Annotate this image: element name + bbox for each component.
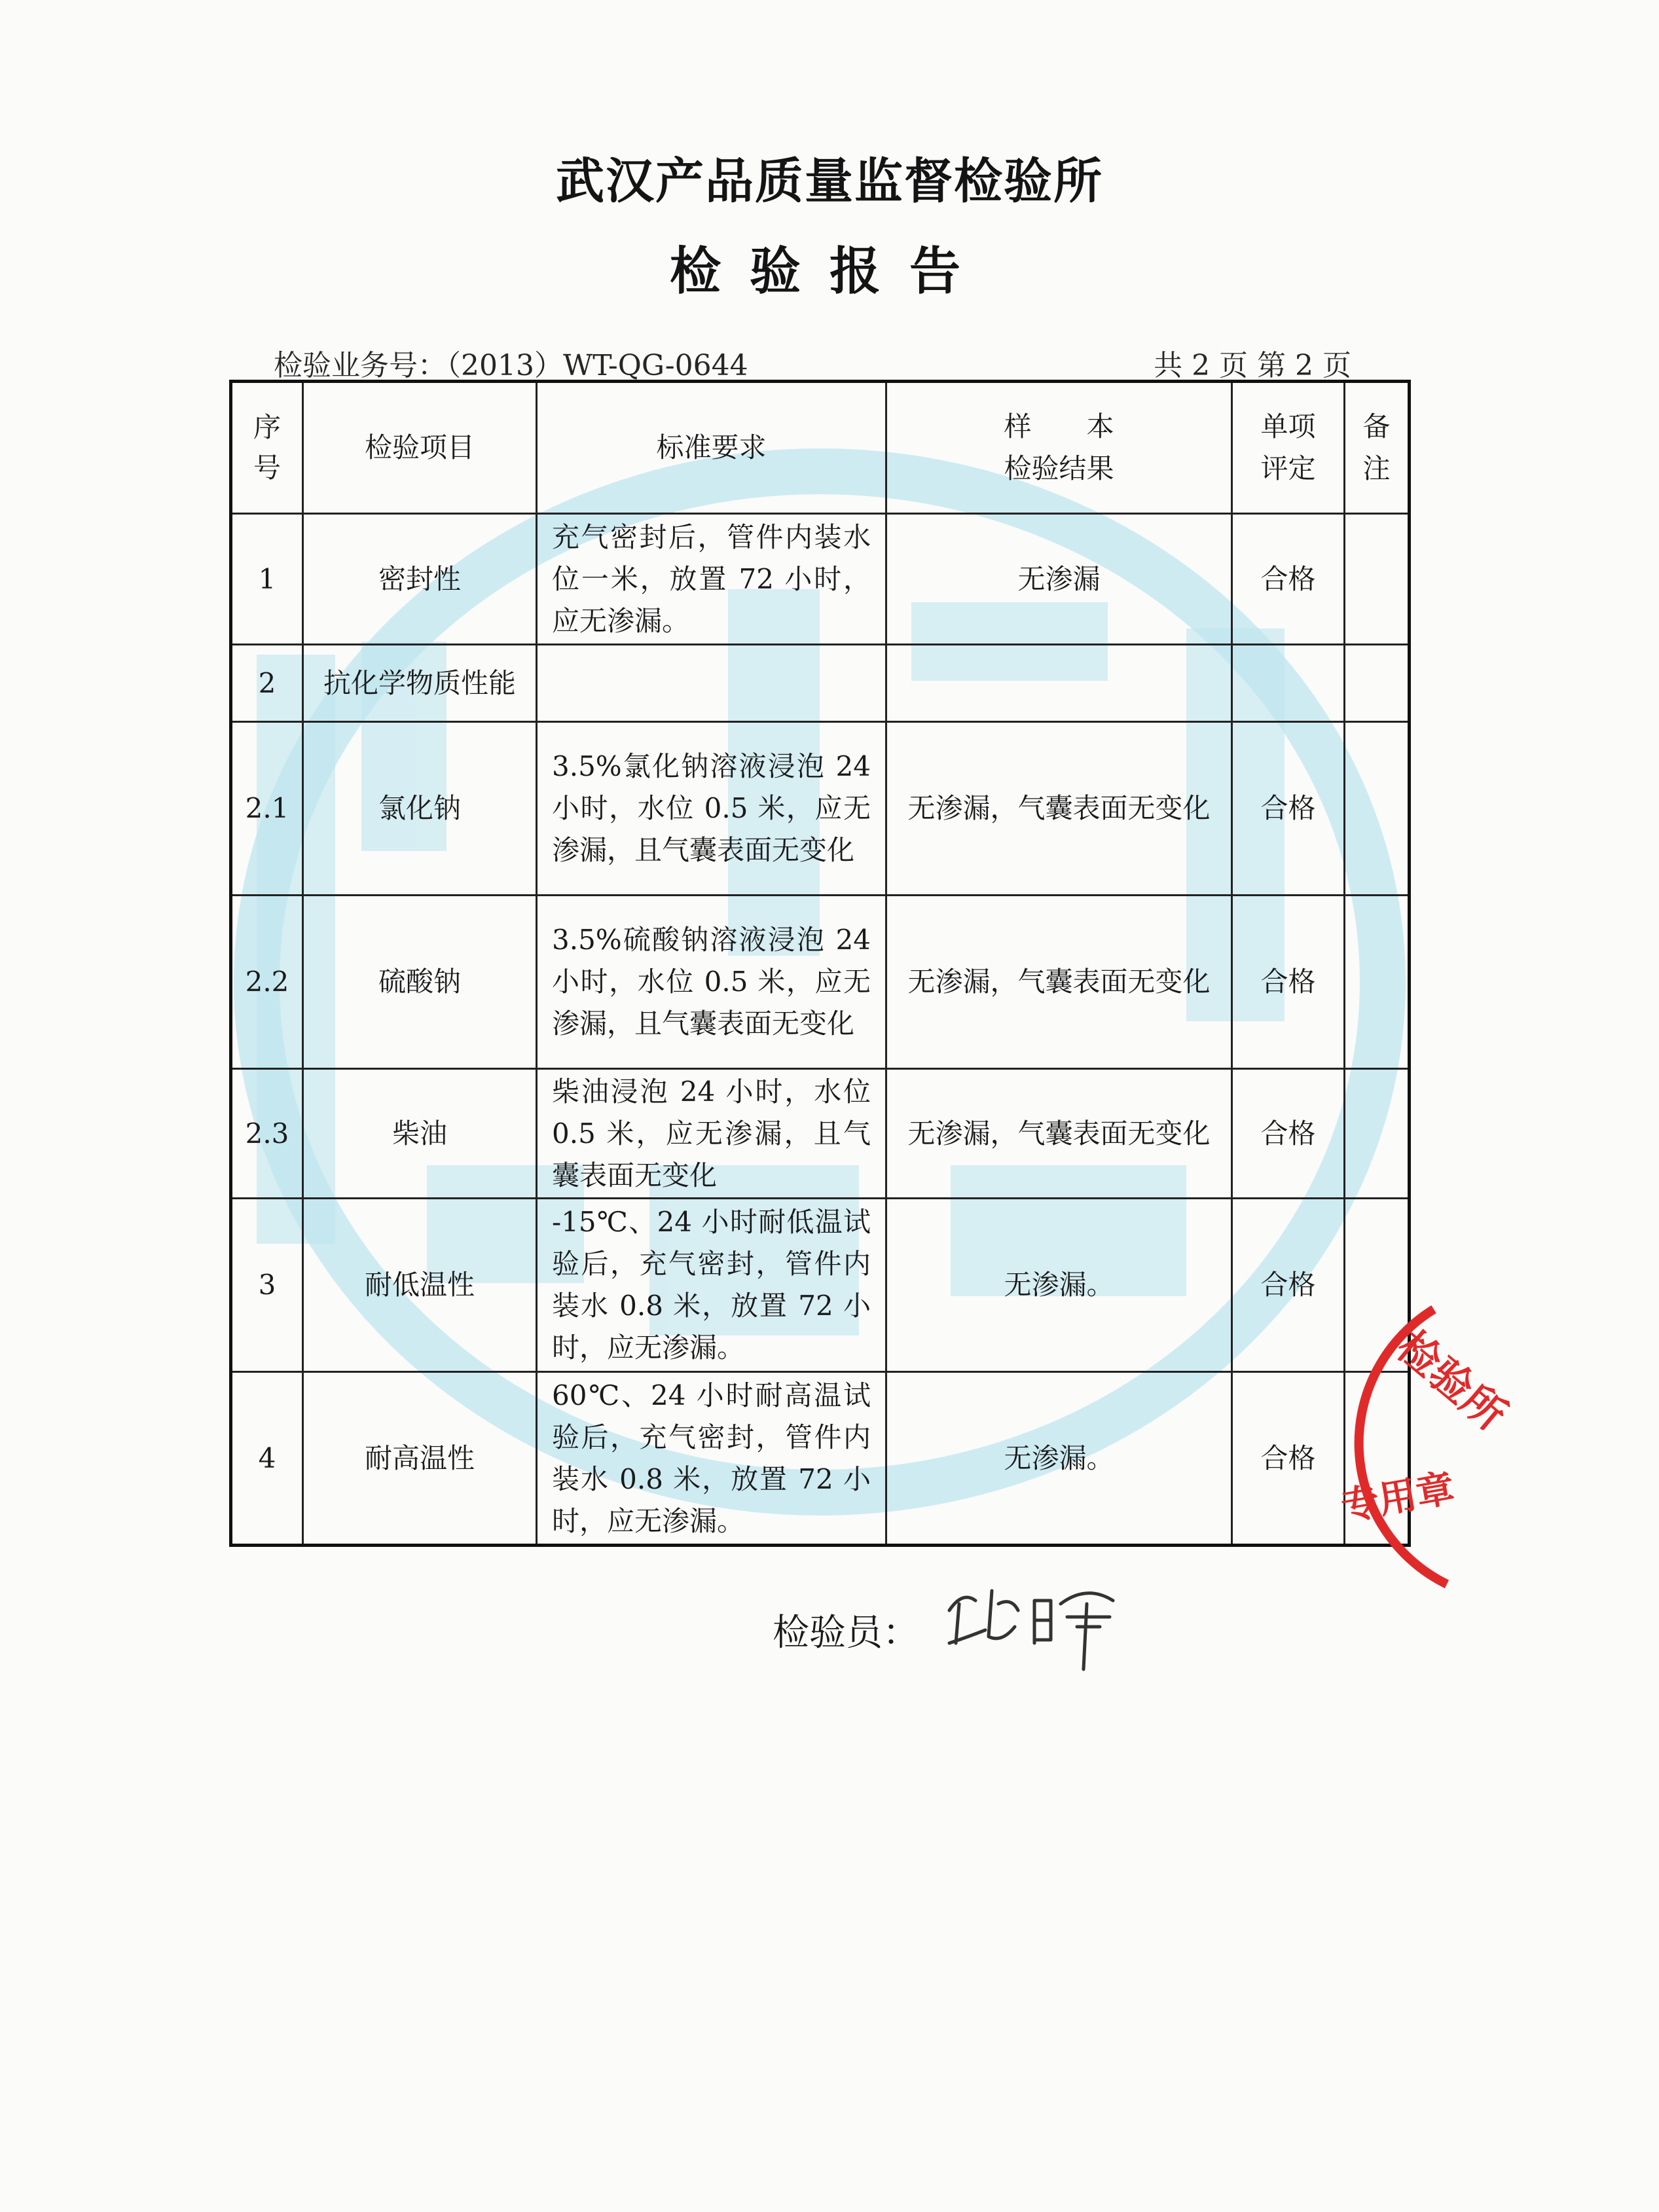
header-evaluation <box>1232 382 1345 514</box>
table-row <box>231 514 1410 645</box>
row-result <box>886 645 1232 722</box>
stamp-text-top: 检验所 <box>1387 1322 1515 1440</box>
row-standard: 3.5%硫酸钠溶液浸泡 24 小时，水位 0.5 米，应无渗漏，且气囊表面无变化 <box>537 896 886 1069</box>
row-result: 无渗漏，气囊表面无变化 <box>886 722 1232 896</box>
row-result: 无渗漏。 <box>886 1199 1232 1372</box>
row-item: 柴油 <box>303 1069 537 1199</box>
row-remark <box>1345 722 1410 896</box>
inspector-label: 检验员： <box>773 1612 919 1654</box>
row-no: 4 <box>231 1372 303 1546</box>
table-row <box>231 722 1410 896</box>
row-evaluation: 合格 <box>1232 722 1345 896</box>
table-row <box>231 896 1410 1069</box>
row-no: 2.3 <box>231 1069 303 1199</box>
row-item: 抗化学物质性能 <box>303 645 537 722</box>
row-result: 无渗漏，气囊表面无变化 <box>886 1069 1232 1199</box>
page-info: 共 2 页 第 2 页 <box>1154 349 1351 382</box>
header-remark <box>1345 382 1410 514</box>
row-no: 1 <box>231 514 303 645</box>
row-remark <box>1345 1069 1410 1199</box>
row-no: 2.2 <box>231 896 303 1069</box>
header-remark-line1: 备 <box>1362 410 1391 443</box>
row-no: 3 <box>231 1199 303 1372</box>
row-standard: 充气密封后，管件内装水位一米，放置 72 小时，应无渗漏。 <box>537 514 886 645</box>
row-remark <box>1345 645 1410 722</box>
header-evaluation-line2: 评定 <box>1260 452 1316 484</box>
row-standard: 60℃、24 小时耐高温试验后，充气密封，管件内装水 0.8 米，放置 72 小时，应无渗漏。 <box>537 1372 886 1546</box>
header-item: 检验项目 <box>303 382 537 514</box>
org-title: 武汉产品质量监督检验所 <box>556 153 1103 209</box>
row-result: 无渗漏。 <box>886 1372 1232 1546</box>
row-remark <box>1345 896 1410 1069</box>
row-result: 无渗漏，气囊表面无变化 <box>886 896 1232 1069</box>
header-no: 序号 <box>231 382 303 514</box>
table-row <box>231 645 1410 722</box>
row-standard: 3.5%氯化钠溶液浸泡 24 小时，水位 0.5 米，应无渗漏，且气囊表面无变化 <box>537 722 886 896</box>
header-result-line1: 样 本 <box>1004 410 1114 443</box>
row-item: 硫酸钠 <box>303 896 537 1069</box>
row-evaluation: 合格 <box>1232 1199 1345 1372</box>
row-evaluation: 合格 <box>1232 1372 1345 1546</box>
row-no: 2.1 <box>231 722 303 896</box>
row-standard: 柴油浸泡 24 小时，水位 0.5 米，应无渗漏，且气囊表面无变化 <box>537 1069 886 1199</box>
header-result-line2: 检验结果 <box>1004 452 1114 484</box>
row-item: 耐低温性 <box>303 1199 537 1372</box>
report-title: 检验报告 <box>669 242 989 301</box>
row-item: 密封性 <box>303 514 537 645</box>
stamp-text-bottom: 专用章 <box>1338 1465 1458 1529</box>
row-item: 耐高温性 <box>303 1372 537 1546</box>
inspector-signature <box>936 1565 1133 1676</box>
header-remark-line2: 注 <box>1362 452 1391 484</box>
header-result <box>886 382 1232 514</box>
row-evaluation: 合格 <box>1232 1069 1345 1199</box>
business-number: 检验业务号：（2013）WT-QG-0644 <box>274 349 748 382</box>
row-evaluation: 合格 <box>1232 896 1345 1069</box>
table-row <box>231 1069 1410 1199</box>
official-stamp <box>1309 1296 1525 1597</box>
row-item: 氯化钠 <box>303 722 537 896</box>
row-evaluation <box>1232 645 1345 722</box>
row-standard <box>537 645 886 722</box>
header-row <box>231 382 1410 514</box>
header-standard: 标准要求 <box>537 382 886 514</box>
table-row <box>231 1199 1410 1372</box>
table-row <box>231 1372 1410 1546</box>
row-no: 2 <box>231 645 303 722</box>
row-evaluation: 合格 <box>1232 514 1345 645</box>
header-evaluation-line1: 单项 <box>1260 410 1316 443</box>
row-result: 无渗漏 <box>886 514 1232 645</box>
row-remark <box>1345 514 1410 645</box>
inspection-table <box>229 380 1411 1547</box>
row-standard: -15℃、24 小时耐低温试验后，充气密封，管件内装水 0.8 米，放置 72 小时，应无渗漏。 <box>537 1199 886 1372</box>
